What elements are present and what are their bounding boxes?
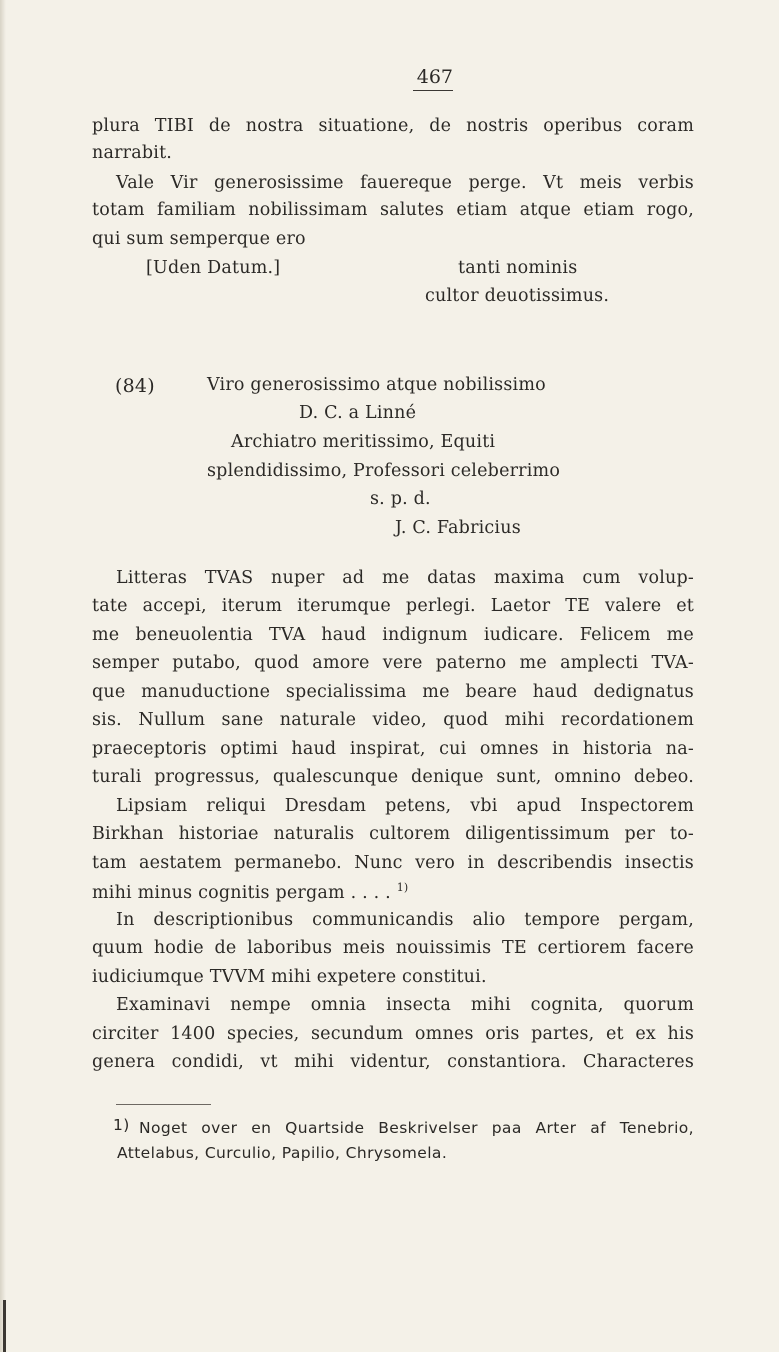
address-line: Viro generosissimo atque nobilissimo [207, 375, 546, 395]
body-line: sis. Nullum sane naturale video, quod mihi recordationem [92, 710, 694, 730]
page-edge-shadow [0, 0, 6, 1352]
body-line: Examinavi nempe omnia insecta mihi cognita, quorum [116, 995, 694, 1015]
text-line: narrabit. [92, 143, 173, 163]
body-line: genera condidi, vt mihi videntur, constantiora. Characteres [92, 1052, 694, 1072]
footnote-reference: 1) [396, 881, 409, 894]
footnote-marker: 1) [113, 1116, 130, 1134]
letter-number: (84) [115, 375, 155, 397]
signature-line: tanti nominis [458, 258, 578, 278]
text-line: Vale Vir generosissime fauereque perge. Vt meis verbis [116, 173, 694, 193]
text-line: totam familiam nobilissimam salutes etiam atque etiam rogo, [92, 200, 694, 220]
body-line: Birkhan historiae naturalis cultorem diligentissimum per to- [92, 824, 694, 844]
body-line: In descriptionibus communicandis alio tempore pergam, [116, 910, 694, 930]
body-line: que manuductione specialissima me beare haud dedignatus [92, 682, 694, 702]
page-number: 467 [413, 66, 453, 91]
address-line: splendidissimo, Professori celeberrimo [207, 461, 561, 481]
body-line: me beneuolentia TVA haud indignum iudicare. Felicem me [92, 625, 694, 645]
sender-name: J. C. Fabricius [395, 518, 521, 538]
body-line: praeceptoris optimi haud inspirat, cui omnes in historia na- [92, 739, 694, 759]
address-line: s. p. d. [370, 489, 431, 509]
body-line: turali progressus, qualescunque denique sunt, omnino debeo. [92, 767, 694, 787]
address-line: D. C. a Linné [299, 403, 417, 423]
footnote-text: Noget over en Quartside Beskrivelser paa Arter af Tenebrio, [139, 1119, 694, 1137]
body-line [92, 881, 408, 903]
body-line: quum hodie de laboribus meis nouissimis TE certiorem facere [92, 938, 694, 958]
text-line: qui sum semperque ero [92, 229, 306, 249]
page-edge-mark [3, 1300, 6, 1352]
text-line: plura TIBI de nostra situatione, de nostris operibus coram [92, 116, 694, 136]
body-line: iudiciumque TVVM mihi expetere constitui. [92, 967, 487, 987]
body-line: circiter 1400 species, secundum omnes oris partes, et ex his [92, 1024, 694, 1044]
footnote-line: Attelabus, Curculio, Papilio, Chrysomela. [117, 1144, 448, 1162]
body-line: Litteras TVAS nuper ad me datas maxima cum volup- [116, 568, 694, 588]
footnote-line [117, 1119, 694, 1137]
body-line: tam aestatem permanebo. Nunc vero in describendis insectis [92, 853, 694, 873]
date-note: [Uden Datum.] [146, 258, 281, 278]
footnote-rule [116, 1104, 211, 1105]
body-line: tate accepi, iterum iterumque perlegi. Laetor TE valere et [92, 596, 694, 616]
body-line: semper putabo, quod amore vere paterno me amplecti TVA- [92, 653, 694, 673]
signature-line: cultor deuotissimus. [425, 286, 610, 306]
body-line: Lipsiam reliqui Dresdam petens, vbi apud Inspectorem [116, 796, 694, 816]
address-line: Archiatro meritissimo, Equiti [231, 432, 496, 452]
body-line-text: mihi minus cognitis pergam . . . . [92, 883, 391, 903]
